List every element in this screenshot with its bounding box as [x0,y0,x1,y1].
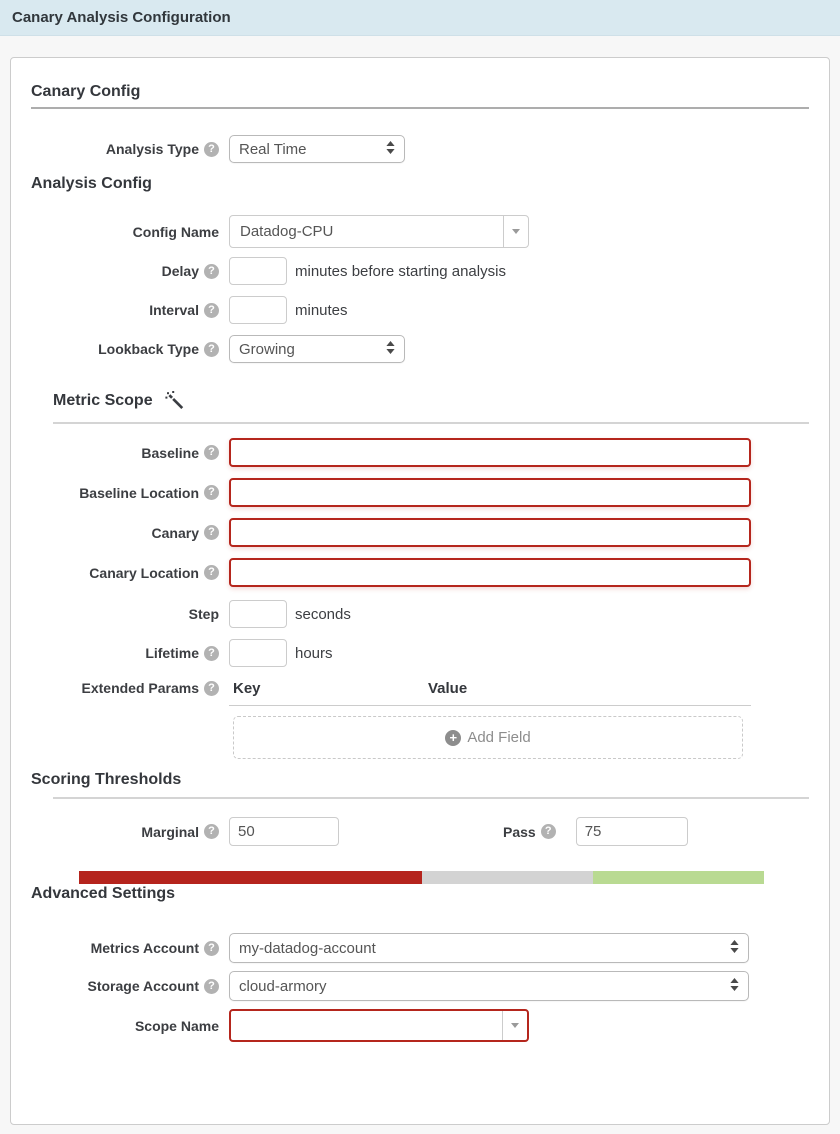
analysis-type-value: Real Time [239,140,307,158]
baseline-label: Baseline ? [31,445,219,461]
storage-account-row [31,971,809,1001]
metric-scope-heading: Metric Scope [53,392,153,409]
advanced-settings-heading: Advanced Settings [31,885,176,902]
storage-account-label: Storage Account ? [31,978,219,994]
select-updown-caret-icon [730,940,739,957]
lifetime-unit-text: hours [295,644,333,662]
key-column-header: Key [233,680,261,697]
scope-name-row [31,1009,809,1042]
add-field-button[interactable] [233,716,743,759]
baseline-input[interactable] [229,438,751,467]
help-icon[interactable]: ? [204,646,219,661]
help-icon[interactable]: ? [204,264,219,279]
canary-location-input[interactable] [229,558,751,587]
metric-scope-heading-row [53,391,809,410]
panel-title: Canary Analysis Configuration [12,9,231,26]
storage-account-value: cloud-armory [239,977,327,995]
canary-input[interactable] [229,518,751,547]
storage-account-select[interactable] [229,971,749,1001]
lifetime-input[interactable] [229,639,287,667]
magic-wand-icon[interactable] [165,391,184,410]
scope-name-value [231,1011,502,1040]
delay-row [31,257,809,285]
step-unit-text: seconds [295,605,351,623]
step-input[interactable] [229,600,287,628]
marginal-label: Marginal ? [31,824,219,840]
select-updown-caret-icon [386,341,395,358]
lookback-type-value: Growing [239,340,295,358]
help-icon[interactable]: ? [204,342,219,357]
help-icon[interactable]: ? [204,525,219,540]
select-updown-caret-icon [386,141,395,158]
interval-label: Interval ? [31,302,219,318]
metrics-account-value: my-datadog-account [239,939,376,957]
value-column-header: Value [428,680,468,697]
canary-location-label: Canary Location ? [31,565,219,581]
baseline-row [31,438,809,467]
help-icon[interactable]: ? [204,565,219,580]
plus-circle-icon: + [445,730,461,746]
step-row [31,600,809,628]
lifetime-label: Lifetime ? [31,645,219,661]
scope-name-select[interactable] [229,1009,529,1042]
delay-input[interactable] [229,257,287,285]
score-bar-segment-pass [593,871,764,884]
pass-label: Pass ? [503,824,556,840]
extended-params-table [229,678,751,759]
metrics-account-label: Metrics Account ? [31,940,219,956]
metrics-account-row [31,933,809,963]
threshold-gradient-bar [79,871,764,884]
metrics-account-select[interactable] [229,933,749,963]
canary-label: Canary ? [31,525,219,541]
extended-params-label: Extended Params ? [31,680,219,696]
marginal-input[interactable] [229,817,339,846]
canary-location-row [31,558,809,587]
canary-analysis-panel [10,57,830,1125]
add-field-label: Add Field [467,729,531,746]
analysis-config-heading: Analysis Config [31,175,152,192]
help-icon[interactable]: ? [204,979,219,994]
extended-params-header [229,678,751,706]
config-name-row [31,215,809,248]
lookback-type-row [31,335,809,363]
dropdown-caret-icon [502,1011,527,1040]
thresholds-row [31,817,809,846]
select-updown-caret-icon [730,978,739,995]
lookback-type-label: Lookback Type ? [31,341,219,357]
config-name-value: Datadog-CPU [240,223,334,240]
analysis-type-label: Analysis Type ? [31,141,219,157]
extended-params-row [31,678,809,759]
score-bar-segment-marginal [422,871,593,884]
analysis-type-row [31,135,809,163]
help-icon[interactable]: ? [204,681,219,696]
section-divider [53,422,809,424]
interval-unit-text: minutes [295,301,348,319]
help-icon[interactable]: ? [204,142,219,157]
lookback-type-select[interactable] [229,335,405,363]
delay-label: Delay ? [31,263,219,279]
help-icon[interactable]: ? [204,941,219,956]
interval-input[interactable] [229,296,287,324]
help-icon[interactable]: ? [204,824,219,839]
baseline-location-input[interactable] [229,478,751,507]
config-name-select[interactable] [229,215,529,248]
score-bar-segment-fail [79,871,422,884]
canary-config-heading: Canary Config [31,83,141,100]
scoring-thresholds-heading: Scoring Thresholds [31,771,182,788]
help-icon[interactable]: ? [204,303,219,318]
panel-titlebar [0,0,840,36]
canary-row [31,518,809,547]
config-name-label: Config Name [132,223,219,240]
section-divider [53,797,809,799]
baseline-location-label: Baseline Location ? [31,485,219,501]
delay-unit-text: minutes before starting analysis [295,262,506,280]
help-icon[interactable]: ? [204,445,219,460]
lifetime-row [31,639,809,667]
pass-input[interactable] [576,817,688,846]
dropdown-caret-icon [503,216,528,247]
analysis-type-select[interactable] [229,135,405,163]
help-icon[interactable]: ? [541,824,556,839]
interval-row [31,296,809,324]
section-divider [31,107,809,109]
help-icon[interactable]: ? [204,485,219,500]
baseline-location-row [31,478,809,507]
scope-name-label: Scope Name [134,1017,219,1034]
step-label: Step [188,606,219,622]
